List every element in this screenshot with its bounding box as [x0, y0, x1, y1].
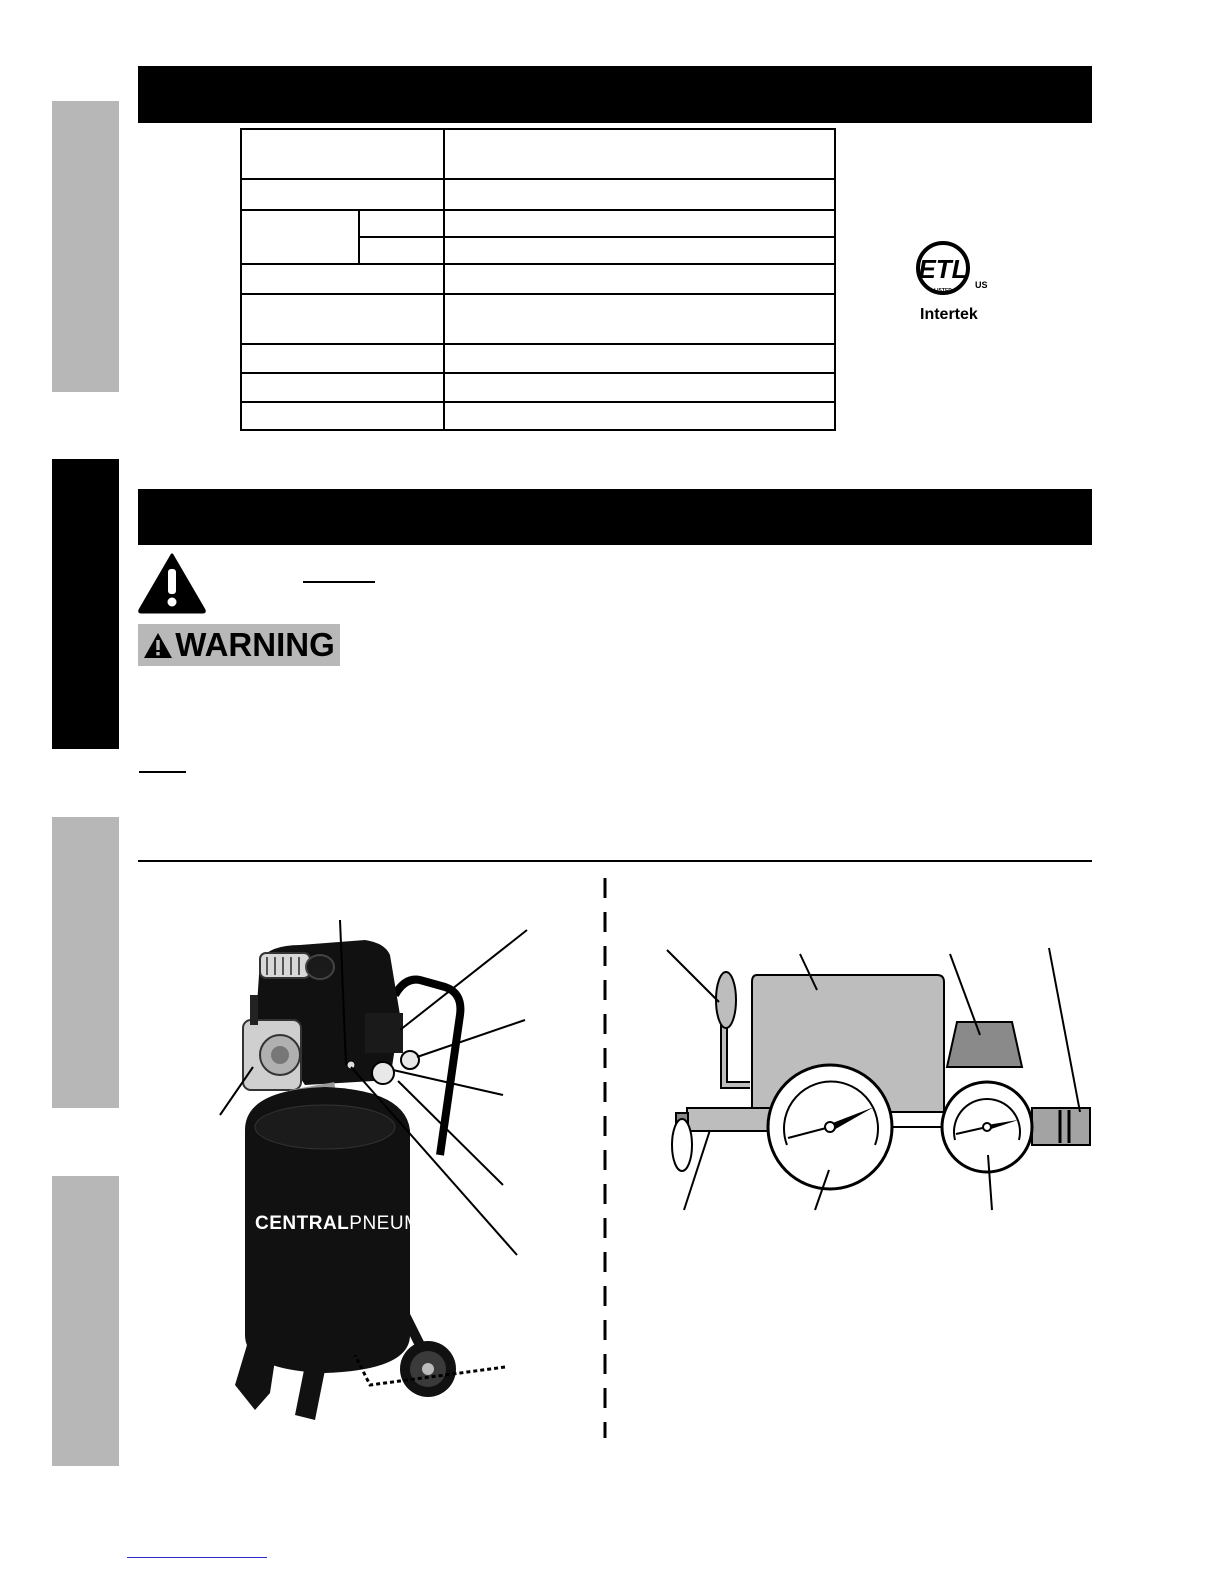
leader-line	[1049, 948, 1080, 1112]
side-tab-1[interactable]	[52, 101, 119, 392]
table-row	[241, 179, 835, 210]
table-row	[241, 210, 835, 237]
section-divider	[138, 860, 1092, 862]
underline-mark-note	[139, 771, 186, 773]
spec-value	[444, 294, 835, 344]
safety-alert-icon	[137, 552, 207, 614]
regulator-knob	[947, 1022, 1022, 1067]
spec-value	[444, 129, 835, 179]
side-tab-4[interactable]	[52, 1176, 119, 1466]
spec-label	[241, 129, 444, 179]
warning-label: WARNING	[175, 626, 335, 663]
spec-label	[241, 344, 444, 373]
spec-value	[444, 237, 835, 264]
specifications-table	[240, 128, 836, 431]
control-panel-diagram	[662, 940, 1092, 1215]
drain-valve	[672, 1119, 692, 1171]
table-row	[241, 373, 835, 402]
warning-triangle-icon	[143, 632, 173, 659]
table-row	[241, 402, 835, 430]
table-row	[241, 264, 835, 294]
etl-listed-text: LISTED	[934, 288, 952, 294]
spec-label	[241, 294, 444, 344]
etl-country-text: US	[975, 280, 988, 290]
underline-mark	[303, 581, 375, 583]
table-row	[241, 129, 835, 179]
leader-line	[667, 950, 719, 1002]
spec-sublabel	[359, 237, 444, 264]
spec-label	[241, 179, 444, 210]
etl-mark-text: ETL	[918, 254, 968, 284]
spec-value	[444, 210, 835, 237]
warning-badge	[138, 624, 340, 666]
etl-listed-mark	[915, 240, 995, 324]
safety-header-bar	[138, 489, 1092, 545]
spec-label	[241, 210, 359, 264]
side-tab-2[interactable]	[52, 459, 119, 749]
footer-link-underline[interactable]	[127, 1557, 267, 1558]
table-row	[241, 294, 835, 344]
spec-sublabel	[359, 210, 444, 237]
air-compressor-illustration	[215, 915, 535, 1435]
spec-value	[444, 373, 835, 402]
intertek-text: Intertek	[920, 306, 978, 323]
specifications-header-bar	[138, 66, 1092, 123]
spec-label	[241, 402, 444, 430]
spec-value	[444, 264, 835, 294]
switch-lever	[716, 972, 736, 1028]
brand-logo: CENTRALPNEUMATIC	[255, 1213, 465, 1234]
side-tab-3[interactable]	[52, 817, 119, 1108]
leader-line	[220, 1067, 253, 1115]
spec-label	[241, 373, 444, 402]
leader-line	[417, 1020, 525, 1057]
spec-value	[444, 344, 835, 373]
dashed-divider	[600, 878, 610, 1438]
spec-label	[241, 264, 444, 294]
spec-value	[444, 179, 835, 210]
table-row	[241, 344, 835, 373]
spec-value	[444, 402, 835, 430]
